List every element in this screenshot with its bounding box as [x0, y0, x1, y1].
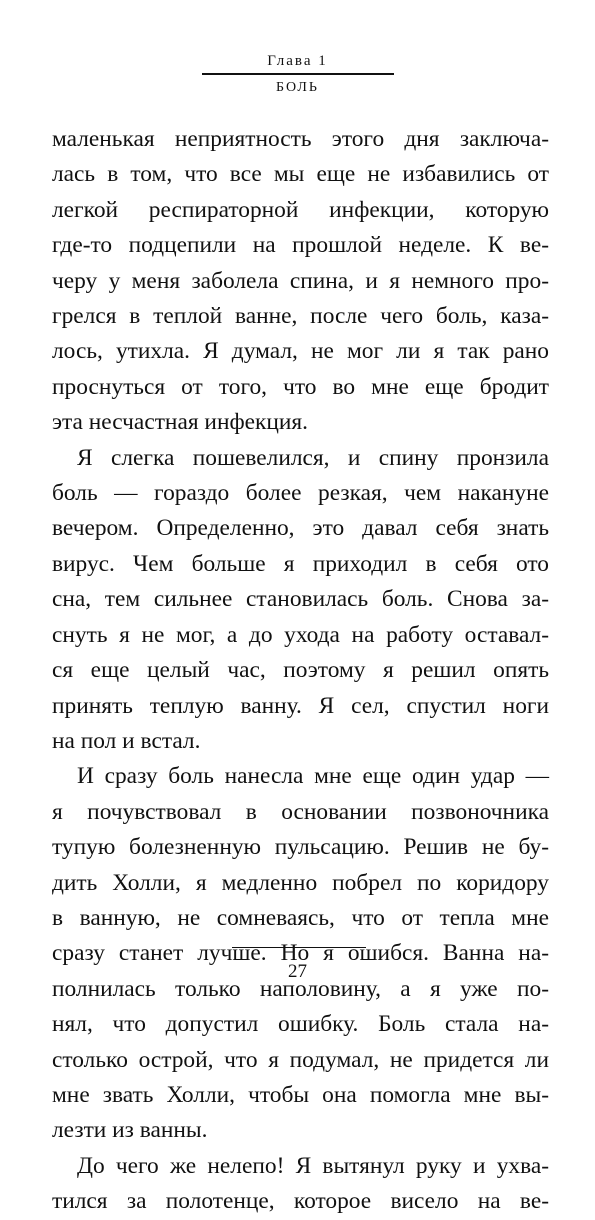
text-line: дить Холли, я медленно побрел по коридору: [52, 869, 549, 896]
text-line: боль — гораздо более резкая, чем накануне: [52, 480, 549, 507]
header-rule: [202, 73, 394, 75]
text-line: грелся в теплой ванне, после чего боль, каза-: [52, 303, 549, 330]
text-line: я почувствовал в основании позвоночника: [52, 798, 549, 825]
text-line: принять теплую ванну. Я сел, спустил ноги: [52, 692, 549, 719]
page-number: 27: [288, 961, 307, 982]
text-line: сразу станет лучше. Но я ошибся. Ванна на-: [52, 940, 549, 967]
running-header: [0, 52, 595, 96]
text-line: лось, утихла. Я думал, не мог ли я так рано: [52, 338, 549, 365]
text-line: вирус. Чем больше я приходил в себя ото: [52, 550, 549, 577]
text-line: мне звать Холли, чтобы она помогла мне вы-: [52, 1081, 549, 1108]
text-line: нял, что допустил ошибку. Боль стала на-: [52, 1011, 549, 1038]
section-title: БОЛЬ: [276, 80, 319, 95]
text-line: До чего же нелепо! Я вытянул руку и ухва-: [77, 1152, 549, 1179]
text-line: маленькая неприятность этого дня заключа-: [52, 126, 549, 152]
text-line: тупую болезненную пульсацию. Решив не бу-: [52, 834, 549, 861]
text-line: проснуться от того, что во мне еще бродит: [52, 373, 549, 400]
text-line: полнилась только наполовину, а я уже по-: [52, 975, 549, 1002]
text-line: на пол и встал.: [52, 727, 201, 754]
text-line: столько острой, что я подумал, не придется ли: [52, 1046, 549, 1073]
text-line: в ванную, не сомневаясь, что от тепла мне: [52, 904, 549, 931]
chapter-label: Глава 1: [267, 53, 328, 69]
text-line: лась в том, что все мы еще не избавились от: [52, 161, 549, 188]
text-line: снуть я не мог, а до ухода на работу оставал-: [52, 621, 549, 648]
text-line: где-то подцепили на прошлой неделе. К ве-: [52, 232, 549, 259]
footer-rule: [232, 947, 366, 948]
text-line: легкой респираторной инфекции, которую: [52, 196, 549, 223]
text-line: И сразу боль нанесла мне еще один удар —: [77, 763, 549, 790]
text-line: ся еще целый час, поэтому я решил опять: [52, 657, 549, 684]
text-line: вечером. Определенно, это давал себя знать: [52, 515, 549, 542]
text-line: черу у меня заболела спина, и я немного про-: [52, 267, 549, 294]
text-line: лезти из ванны.: [52, 1117, 208, 1144]
text-line: эта несчастная инфекция.: [52, 409, 309, 436]
text-line: Я слегка пошевелился, и спину пронзила: [77, 444, 549, 471]
body-text: [52, 122, 549, 1220]
text-line: тился за полотенце, которое висело на ве-: [52, 1188, 549, 1215]
text-line: сна, тем сильнее становилась боль. Снова за-: [52, 586, 549, 613]
